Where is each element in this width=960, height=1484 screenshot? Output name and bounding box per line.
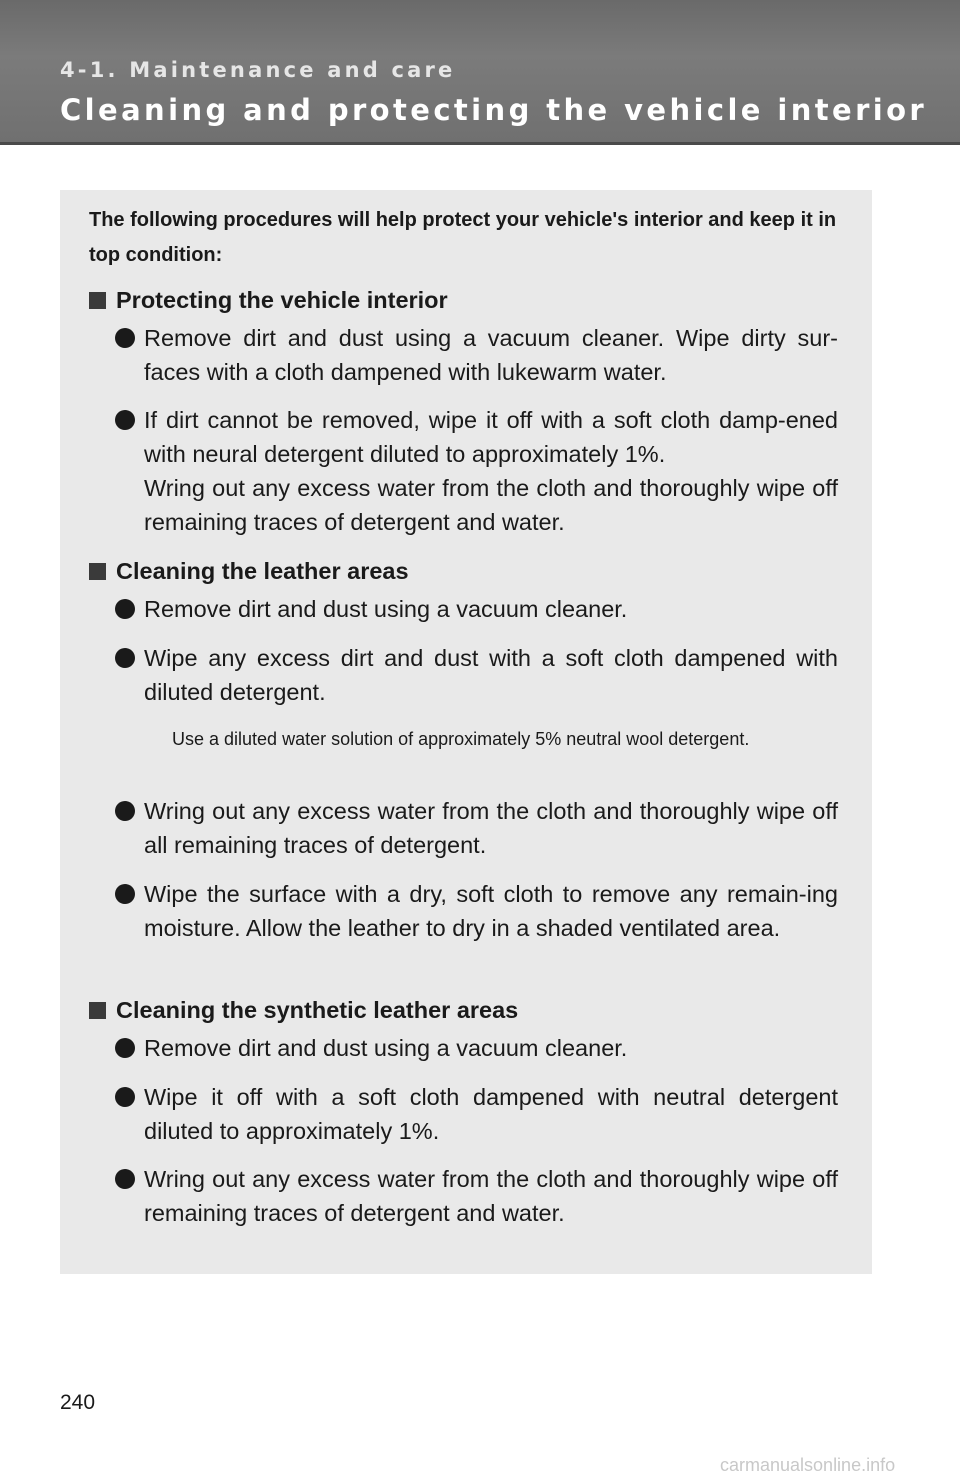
list-item: Wipe it off with a soft cloth dampened with neutral detergent diluted to approximately 1%. xyxy=(115,1080,838,1148)
bullet-dot-icon xyxy=(115,410,135,430)
list-item-continuation: Wring out any excess water from the cloth and thoroughly wipe off remaining traces of detergent and water. xyxy=(144,475,838,535)
list-item: If dirt cannot be removed, wipe it off with a soft cloth damp-ened with neural detergent diluted to approximately 1%. xyxy=(115,403,838,471)
square-bullet-icon xyxy=(89,292,106,309)
page-number: 240 xyxy=(60,1391,96,1414)
bullet-dot-icon xyxy=(115,328,135,348)
list-item: Remove dirt and dust using a vacuum cleaner. xyxy=(115,592,838,626)
section-heading-protecting: Protecting the vehicle interior xyxy=(89,285,448,315)
note-text: Use a diluted water solution of approximately 5% neutral wool detergent. xyxy=(172,729,750,749)
bullet-dot-icon xyxy=(115,884,135,904)
list-item: Remove dirt and dust using a vacuum cleaner. xyxy=(115,1031,838,1065)
list-item: Wring out any excess water from the cloth and thoroughly wipe off remaining traces of detergent and water. xyxy=(115,1162,838,1230)
bullet-dot-icon xyxy=(115,1087,135,1107)
square-bullet-icon xyxy=(89,1002,106,1019)
intro-text: The following procedures will help protect your vehicle's interior and keep it in top condition: xyxy=(89,209,837,266)
page-title: Cleaning and protecting the vehicle interior xyxy=(60,93,928,127)
square-bullet-icon xyxy=(89,563,106,580)
list-item: Wipe the surface with a dry, soft cloth to remove any remain-ing moisture. Allow the leather to dry in a shaded ventilated area. xyxy=(115,877,838,945)
list-item: Wipe any excess dirt and dust with a soft cloth dampened with diluted detergent. xyxy=(115,641,838,709)
watermark: carmanualsonline.info xyxy=(720,1455,896,1475)
section-label: 4-1. Maintenance and care xyxy=(60,58,456,82)
section-heading-synthetic: Cleaning the synthetic leather areas xyxy=(89,995,518,1025)
list-item: Wring out any excess water from the cloth and thoroughly wipe off all remaining traces of detergent. xyxy=(115,794,838,862)
bullet-dot-icon xyxy=(115,648,135,668)
list-item: Remove dirt and dust using a vacuum cleaner. Wipe dirty sur-faces with a cloth dampened with lukewarm water. xyxy=(115,321,838,389)
section-heading-leather: Cleaning the leather areas xyxy=(89,556,409,586)
bullet-dot-icon xyxy=(115,1038,135,1058)
bullet-dot-icon xyxy=(115,801,135,821)
page-header xyxy=(0,0,960,145)
bullet-dot-icon xyxy=(115,1169,135,1189)
bullet-dot-icon xyxy=(115,599,135,619)
